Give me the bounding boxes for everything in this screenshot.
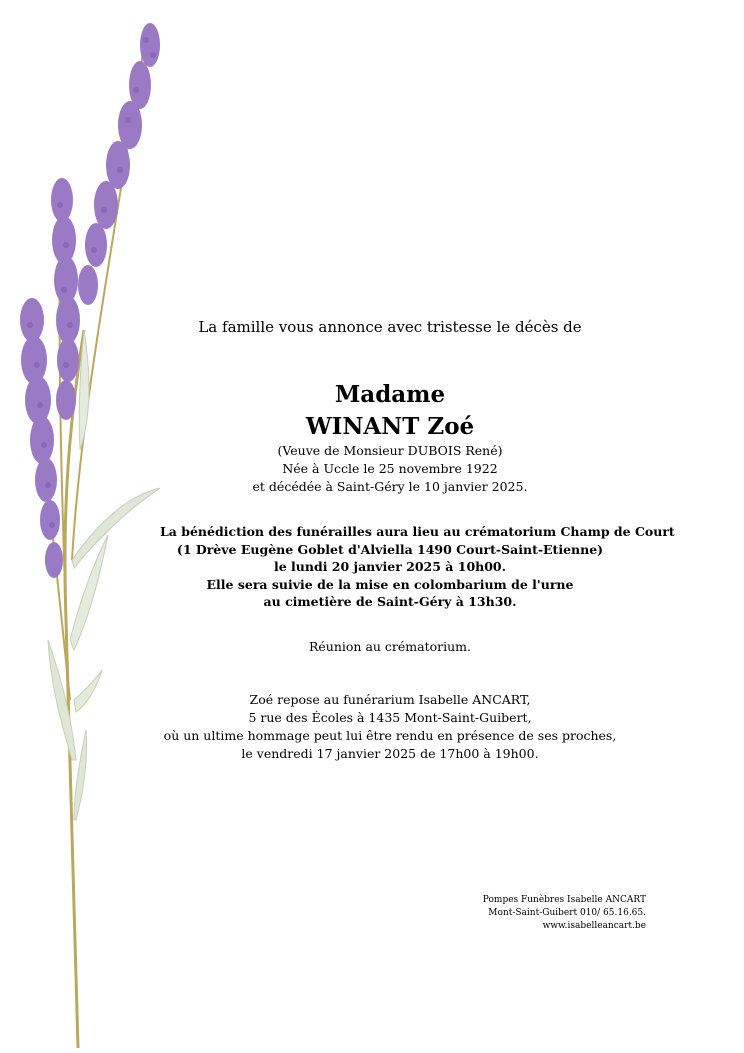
footer-address: Mont-Saint-Guibert 010/ 65.16.65. bbox=[488, 908, 646, 918]
intro-text: La famille vous annonce avec tristesse le décès de bbox=[198, 318, 582, 336]
ceremony-line-1: La bénédiction des funérailles aura lieu au crématorium Champ de Court bbox=[160, 524, 675, 539]
visitation-line-2: 5 rue des Écoles à 1435 Mont-Saint-Guibert, bbox=[248, 710, 532, 725]
ceremony-line-5: au cimetière de Saint-Géry à 13h30. bbox=[263, 594, 517, 609]
visitation-line-1: Zoé repose au funérarium Isabelle ANCART, bbox=[249, 692, 531, 707]
birth-line: Née à Uccle le 25 novembre 1922 bbox=[282, 461, 498, 476]
visitation-line-4: le vendredi 17 janvier 2025 de 17h00 à 19h00. bbox=[241, 746, 539, 761]
footer-website: www.isabelleancart.be bbox=[542, 921, 646, 931]
visitation-line-3: où un ultime hommage peut lui être rendu en présence de ses proches, bbox=[163, 728, 617, 743]
death-line: et décédée à Saint-Géry le 10 janvier 2025. bbox=[252, 479, 528, 494]
footer-company: Pompes Funèbres Isabelle ANCART bbox=[482, 895, 646, 905]
deceased-name: WINANT Zoé bbox=[305, 413, 475, 440]
gathering-line: Réunion au crématorium. bbox=[308, 639, 471, 654]
honorific: Madame bbox=[334, 381, 446, 408]
ceremony-line-3: le lundi 20 janvier 2025 à 10h00. bbox=[273, 559, 506, 574]
ceremony-line-4: Elle sera suivie de la mise en colombarium de l'urne bbox=[206, 577, 574, 592]
ceremony-line-2: (1 Drève Eugène Goblet d'Alviella 1490 Court-Saint-Etienne) bbox=[176, 542, 604, 557]
widow-line: (Veuve de Monsieur DUBOIS René) bbox=[277, 443, 503, 458]
